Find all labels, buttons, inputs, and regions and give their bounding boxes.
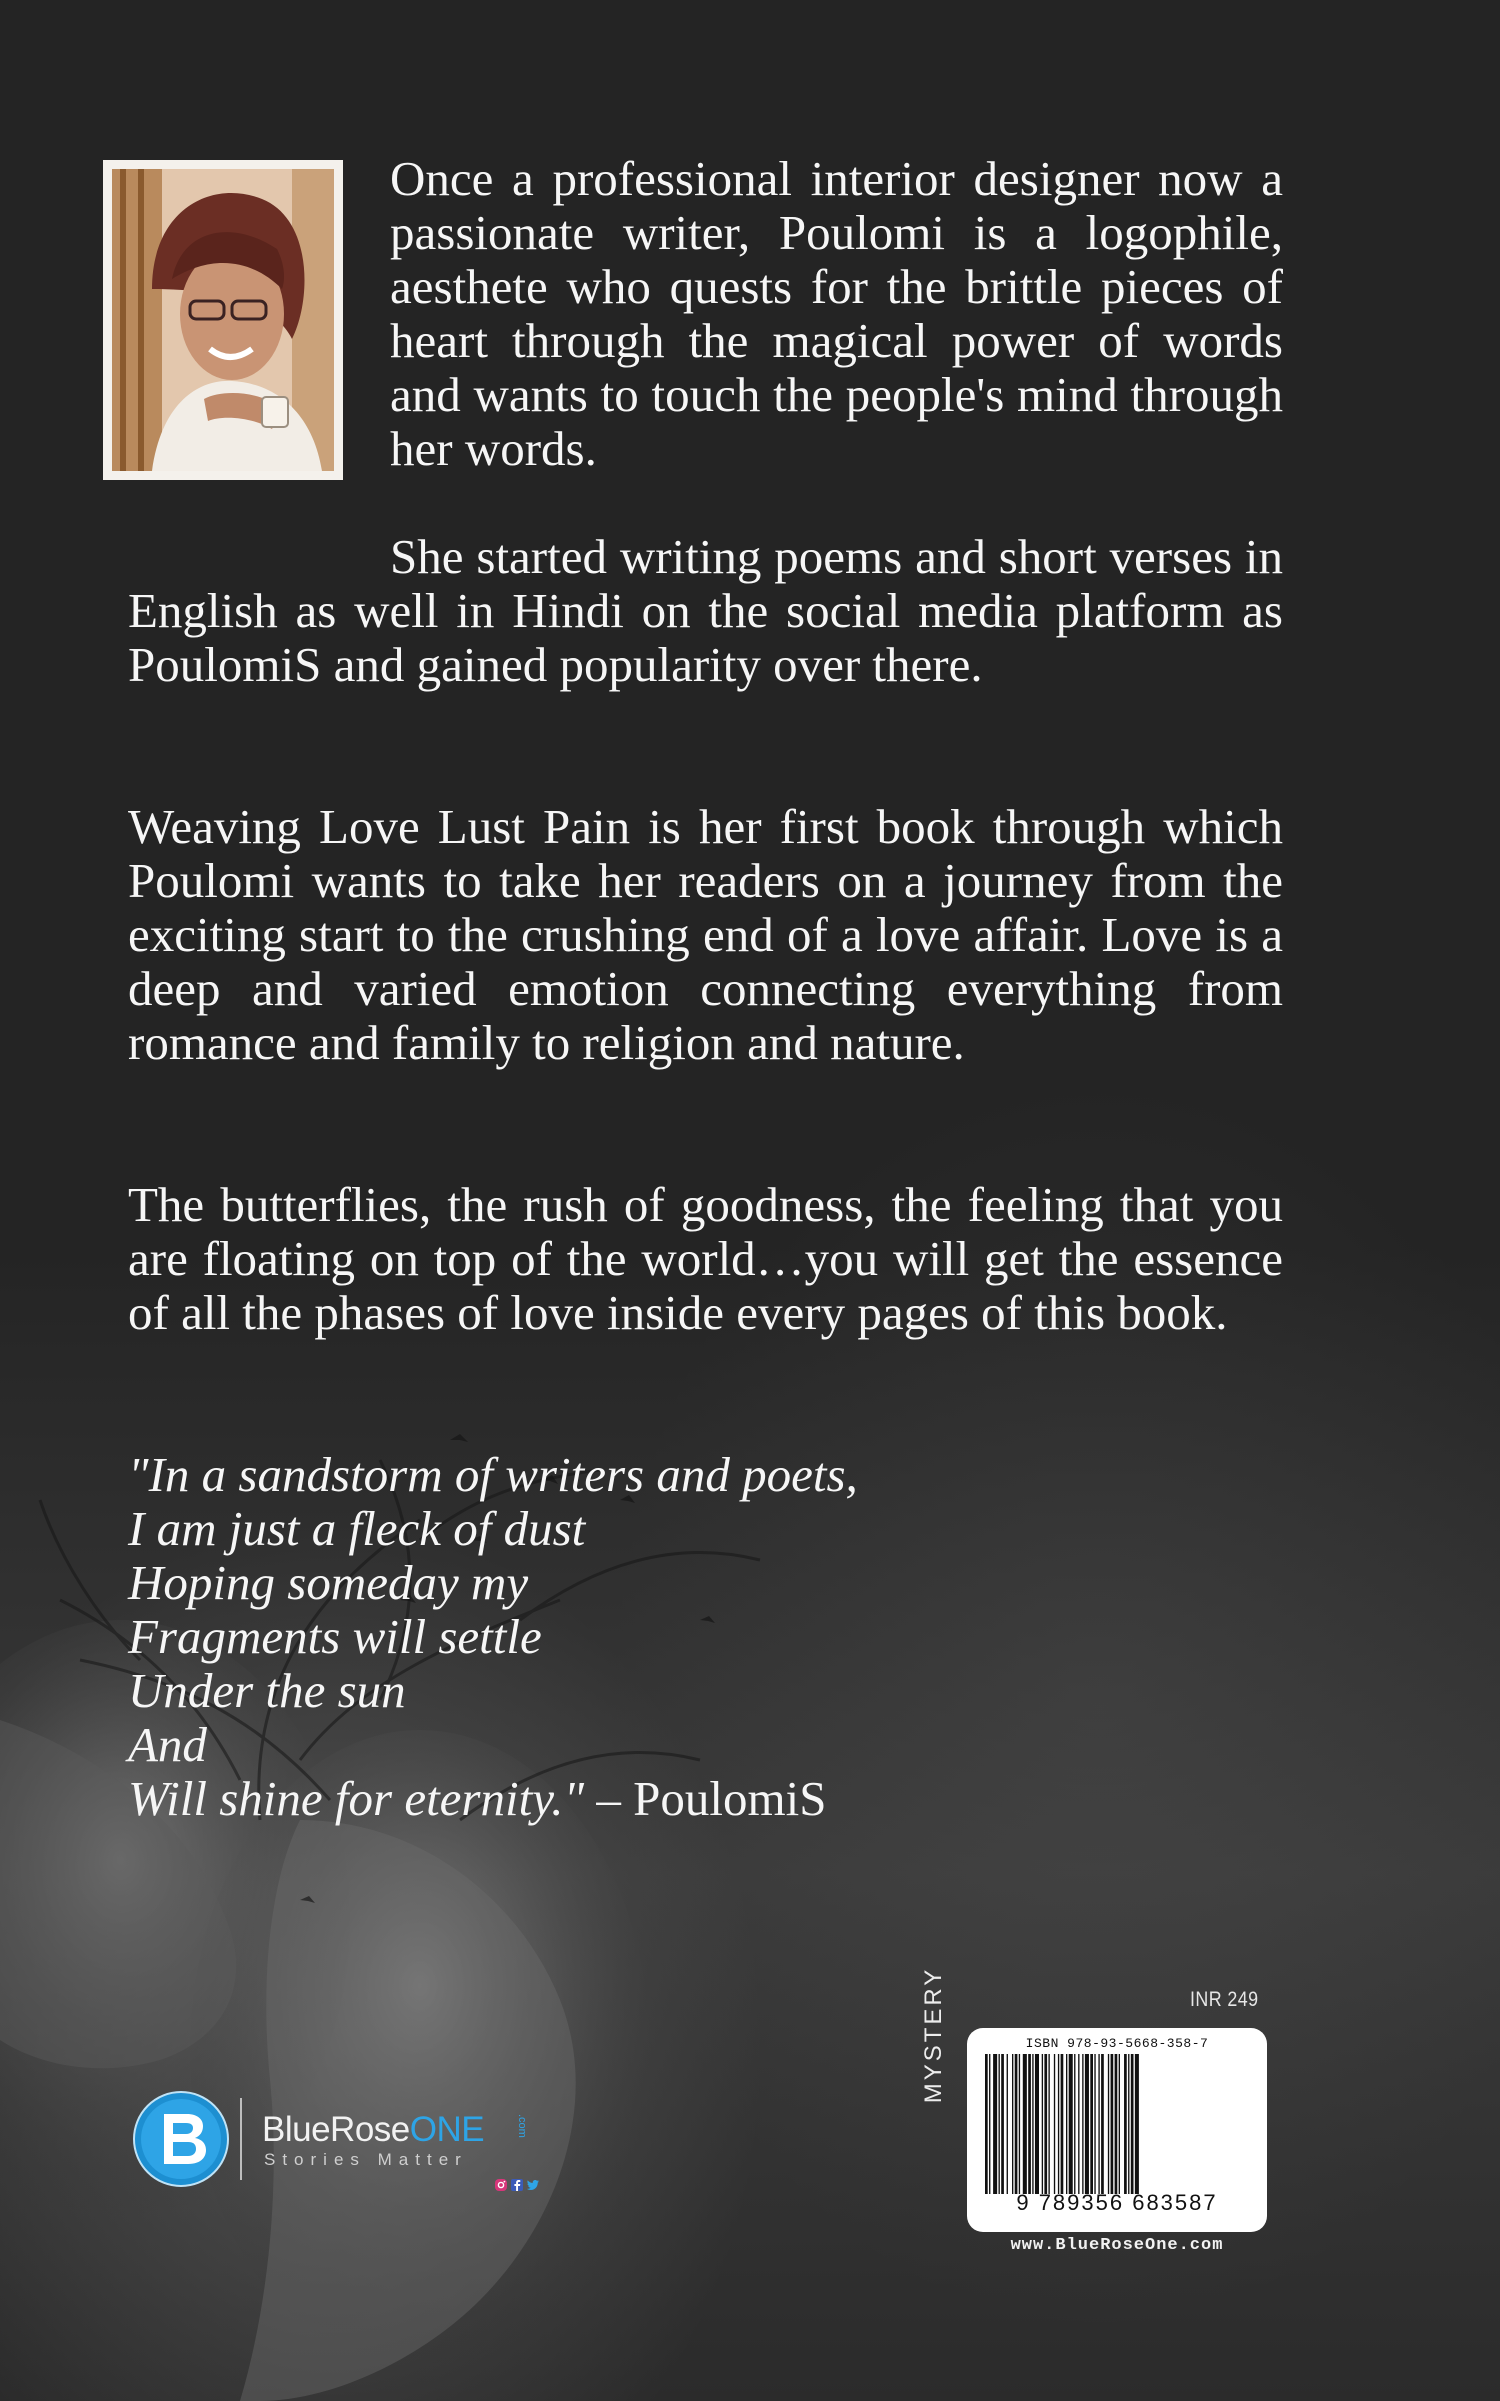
barcode-bar xyxy=(993,2054,997,2194)
barcode-digits: 9 789356 683587 xyxy=(1016,2190,1218,2215)
barcode-bar xyxy=(1012,2054,1013,2194)
poem-line-text: Will shine for eternity." xyxy=(128,1771,585,1826)
poem-line: I am just a fleck of dust xyxy=(128,1501,586,1556)
bluerose-logo-icon xyxy=(132,2090,230,2188)
author-bio-paragraph: Once a professional interior designer now a passionate writer, Poulomi is a logophile, aesthete who quests for the brittle pieces of heart through the magical power of words and wants to touch the people's mind through her words. xyxy=(390,151,1283,476)
barcode-bar xyxy=(1042,2054,1043,2194)
facebook-icon xyxy=(510,2178,524,2192)
publisher-name-accent: ONE xyxy=(409,2110,485,2149)
barcode-bar xyxy=(1058,2054,1059,2194)
barcode-bar xyxy=(1094,2054,1095,2194)
barcode-bar xyxy=(1007,2054,1008,2194)
author-photo xyxy=(103,160,343,480)
barcode-bar xyxy=(1015,2054,1018,2194)
barcode-bar xyxy=(1048,2054,1049,2194)
barcode-bar xyxy=(1115,2054,1118,2194)
barcode-bar xyxy=(1044,2054,1047,2194)
barcode-bar xyxy=(1066,2054,1067,2194)
barcode-bar xyxy=(1028,2054,1031,2194)
barcode-bar xyxy=(1128,2054,1129,2194)
barcode-bar xyxy=(1035,2054,1039,2194)
barcode-bar xyxy=(1108,2054,1109,2194)
barcode-bar xyxy=(999,2054,1000,2194)
twitter-icon xyxy=(526,2178,540,2192)
publisher-tagline: Stories Matter xyxy=(264,2150,468,2169)
poem-attribution: – PoulomiS xyxy=(584,1771,827,1826)
book-essence-paragraph: The butterflies, the rush of goodness, the feeling that you are floating on top of the world…you will get the essence of all the phases of love inside every pages of this book. xyxy=(128,1177,1283,1340)
barcode-bar xyxy=(1023,2054,1027,2194)
poem-last-line xyxy=(128,1772,858,1826)
genre-label: MYSTERY xyxy=(920,1966,947,2104)
barcode-bar xyxy=(989,2054,990,2194)
barcode-bar xyxy=(1101,2054,1104,2194)
isbn-barcode xyxy=(967,2028,1267,2232)
barcode-bar xyxy=(1074,2054,1075,2194)
publisher-name-main: BlueRose xyxy=(262,2110,410,2149)
barcode-bar xyxy=(1061,2054,1064,2194)
barcode-bar xyxy=(1032,2054,1033,2194)
barcode-bar xyxy=(1069,2054,1073,2194)
barcode-bar xyxy=(1135,2054,1139,2194)
isbn-number: ISBN 978-93-5668-358-7 xyxy=(1025,2036,1209,2051)
publisher-branding xyxy=(132,2088,552,2198)
poem-line: And xyxy=(128,1717,207,1772)
poem-quote xyxy=(128,1448,858,1826)
social-icons xyxy=(494,2178,540,2192)
barcode-bar xyxy=(1019,2054,1020,2194)
author-career-paragraph: She started writing poems and short verses in English as well in Hindi on the social media platform as PoulomiS and gained popularity over there. xyxy=(128,529,1283,692)
barcode-bar xyxy=(1082,2054,1083,2194)
barcode-bars xyxy=(985,2054,1249,2194)
price-label: INR 249 xyxy=(1190,1988,1259,2011)
instagram-icon xyxy=(494,2178,508,2192)
barcode-bar xyxy=(985,2054,988,2194)
poem-line: "In a sandstorm of writers and poets, xyxy=(128,1447,858,1502)
barcode-bar xyxy=(1111,2054,1114,2194)
book-description-paragraph: Weaving Love Lust Pain is her first book through which Poulomi wants to take her readers on a journey from the exciting start to the crushing end of a love affair. Love is a deep and varied emotion connecting everything from romance and family to religion and nature. xyxy=(128,799,1283,1070)
publisher-website: www.BlueRoseOne.com xyxy=(1010,2236,1224,2255)
poem-line: Under the sun xyxy=(128,1663,406,1718)
publisher-name xyxy=(262,2110,484,2150)
barcode-bar xyxy=(1001,2054,1004,2194)
barcode-bar xyxy=(1131,2054,1134,2194)
barcode-bar xyxy=(1124,2054,1127,2194)
barcode-bar xyxy=(1090,2054,1093,2194)
barcode-bar xyxy=(1078,2054,1079,2194)
barcode-bar xyxy=(1098,2054,1099,2194)
poem-line: Fragments will settle xyxy=(128,1609,542,1664)
barcode-bar xyxy=(1054,2054,1055,2194)
poem-line: Hoping someday my xyxy=(128,1555,529,1610)
publisher-divider xyxy=(240,2098,242,2180)
barcode-bar xyxy=(1085,2054,1089,2194)
publisher-domain-suffix: .com xyxy=(516,2114,528,2138)
barcode-bar xyxy=(1119,2054,1120,2194)
